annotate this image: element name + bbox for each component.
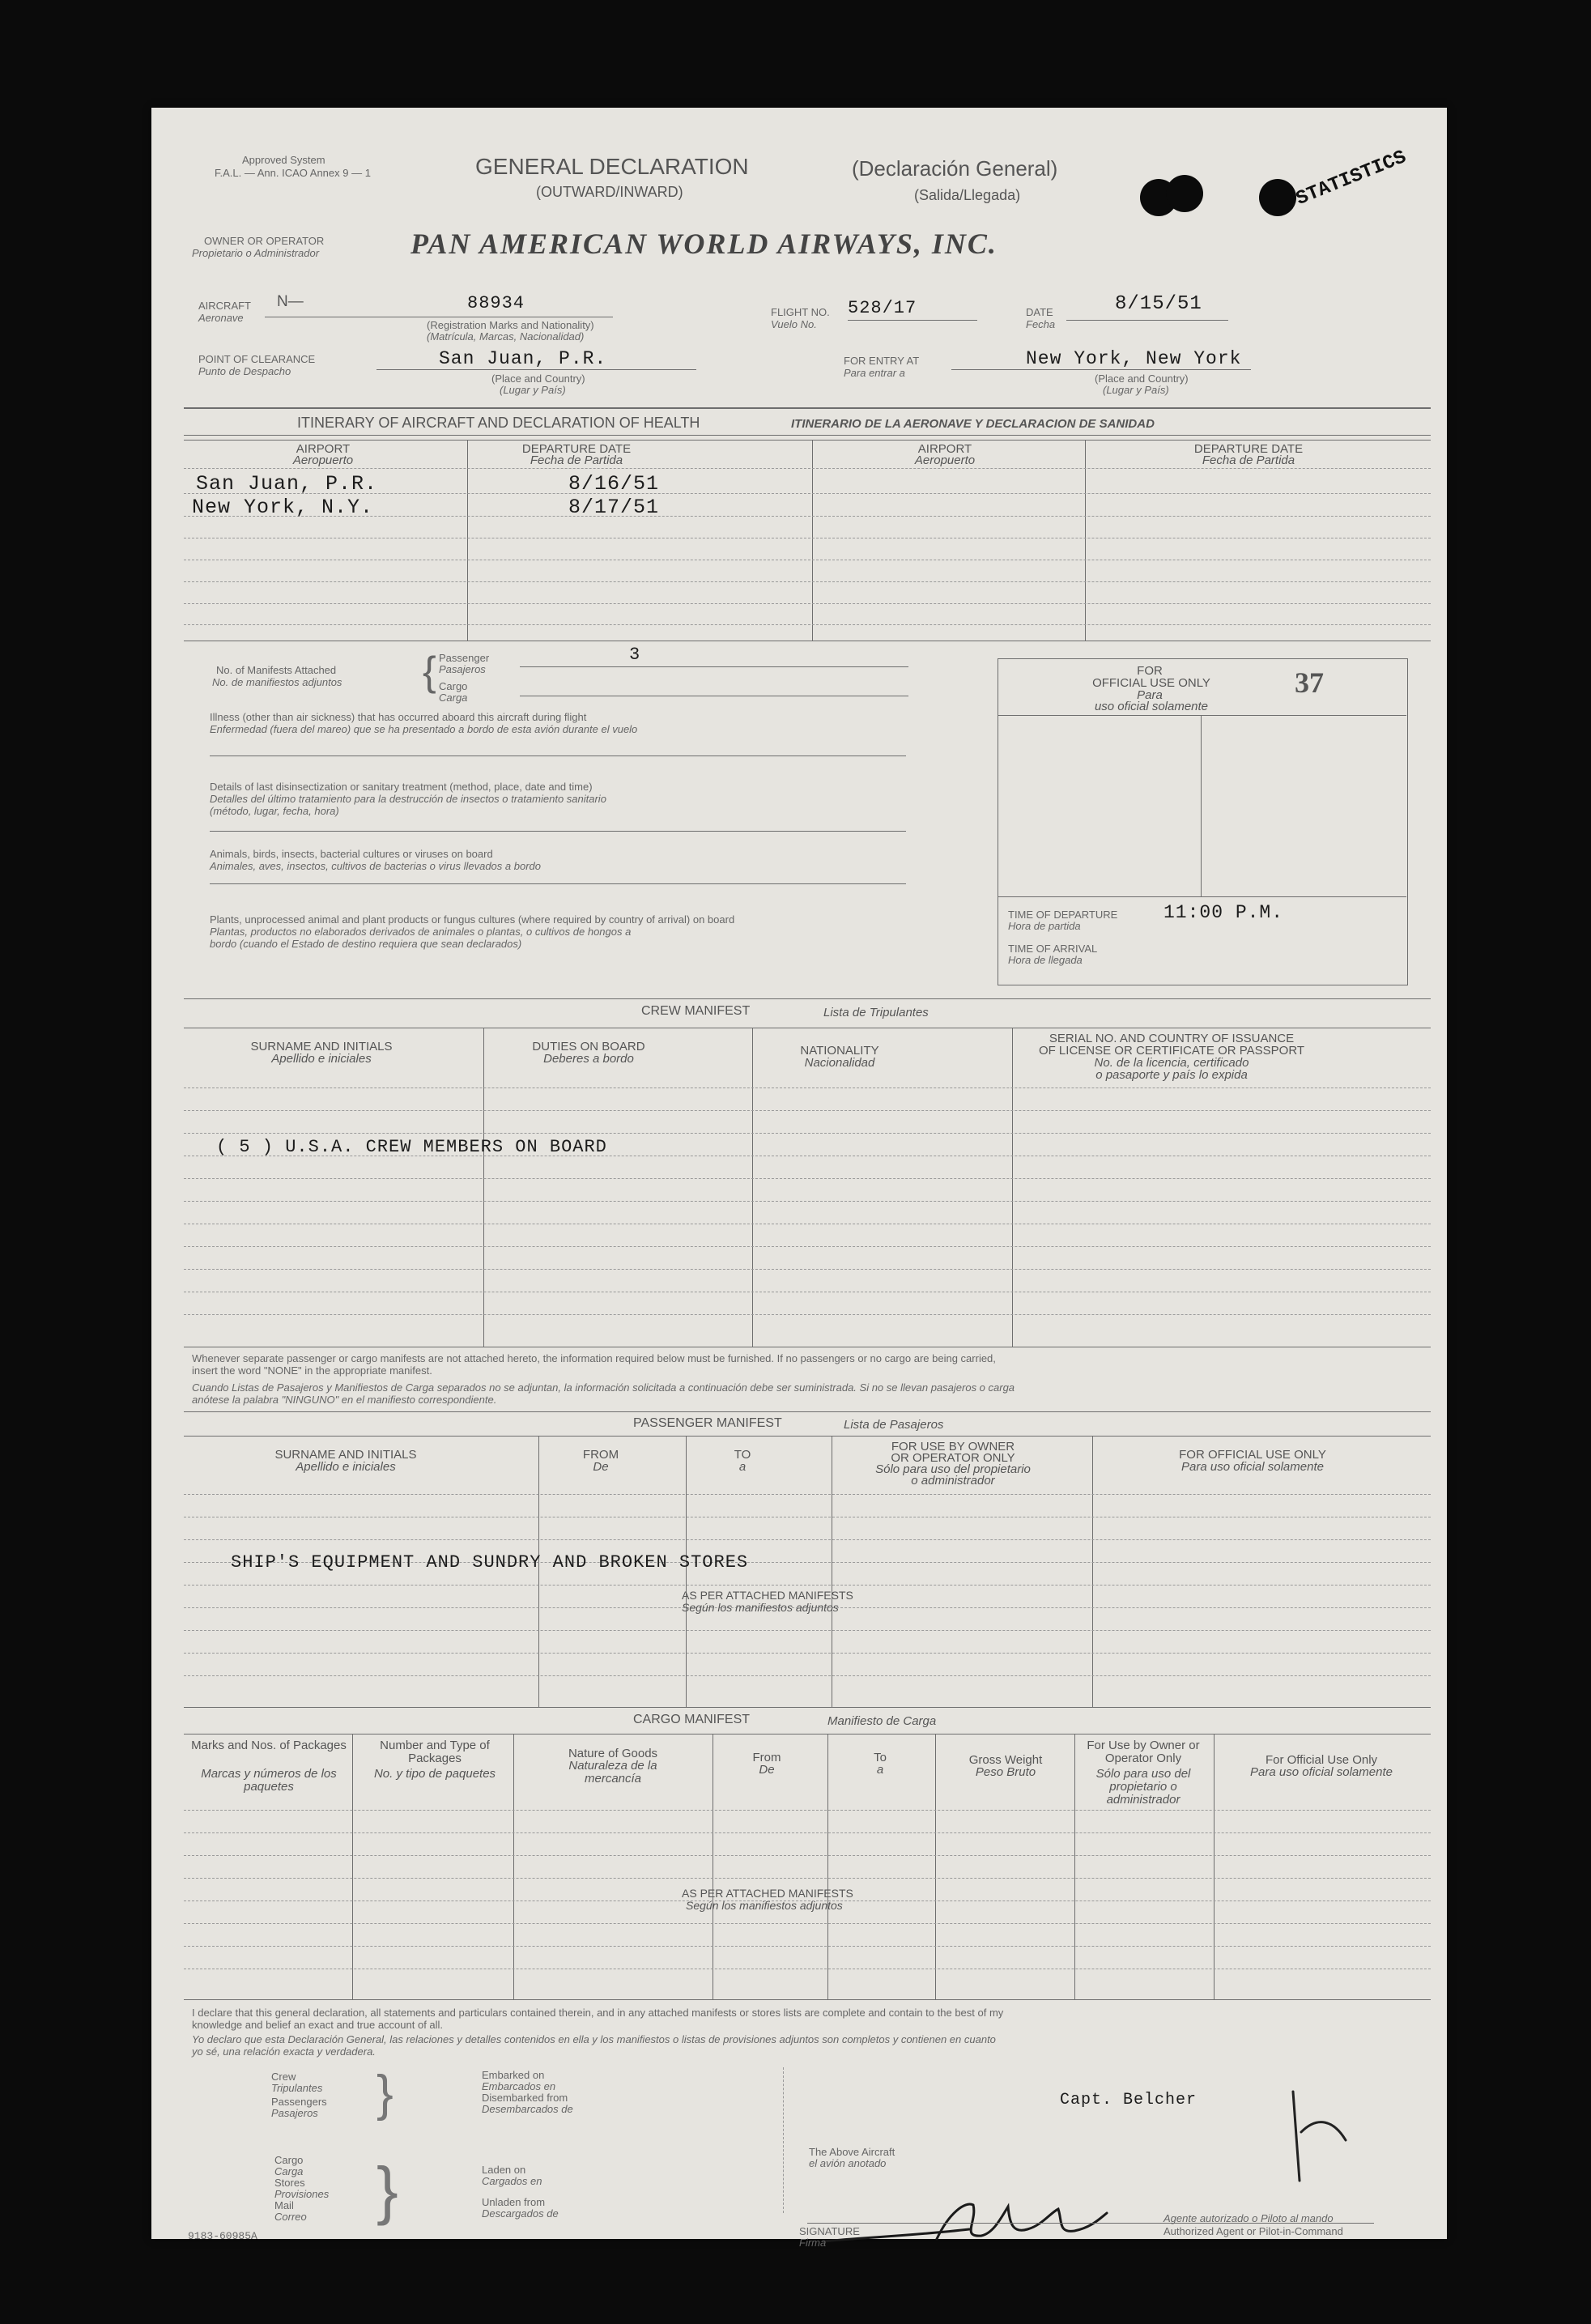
entry-value: New York, New York bbox=[1026, 348, 1242, 369]
decl-cargo-es: Carga bbox=[274, 2165, 304, 2177]
cargo-attached-es: Según los manifiestos adjuntos bbox=[686, 1899, 843, 1912]
date-label-es: Fecha bbox=[1026, 318, 1056, 330]
clearance-sub: (Place and Country) bbox=[491, 372, 585, 385]
signature-label: SIGNATURE bbox=[799, 2225, 860, 2237]
pax-col-surname: SURNAME AND INITIALS bbox=[274, 1448, 417, 1462]
pax-attached-es: Según los manifiestos adjuntos bbox=[682, 1601, 839, 1614]
note-line-2: insert the word "NONE" in the appropriate manifest. bbox=[192, 1364, 432, 1377]
owner-value: PAN AMERICAN WORLD AIRWAYS, INC. bbox=[411, 228, 998, 260]
departure-time-label-es: Hora de partida bbox=[1008, 920, 1081, 932]
pax-col-official-es: Para uso oficial solamente bbox=[1181, 1460, 1324, 1474]
crew-col-serial-es2: o pasaporte y país lo expida bbox=[1095, 1068, 1248, 1082]
itinerary-title: ITINERARY OF AIRCRAFT AND DECLARATION OF HEALTH bbox=[297, 415, 700, 431]
declaration-form bbox=[151, 108, 1447, 2249]
clearance-sub-es: (Lugar y País) bbox=[500, 384, 566, 396]
decl-stores-es: Provisiones bbox=[274, 2188, 330, 2200]
form-title-es: (Declaración General) bbox=[852, 156, 1058, 181]
agent-label: Authorized Agent or Pilot-in-Command bbox=[1163, 2225, 1343, 2237]
pax-col-surname-es: Apellido e iniciales bbox=[296, 1460, 396, 1474]
passenger-manifest-count: 3 bbox=[629, 645, 641, 665]
cargo-col-weight-es: Peso Bruto bbox=[975, 1765, 1036, 1779]
entry-label-es: Para entrar a bbox=[844, 367, 905, 379]
crew-col-surname: SURNAME AND INITIALS bbox=[250, 1040, 393, 1053]
pax-col-to: TO bbox=[734, 1448, 751, 1462]
cargo-col-number-es: No. y tipo de paquetes bbox=[373, 1767, 496, 1781]
cargo-col-official: For Official Use Only bbox=[1265, 1753, 1378, 1767]
crew-col-serial-es: No. de la licencia, certificado bbox=[1094, 1056, 1249, 1070]
pax-col-official: FOR OFFICIAL USE ONLY bbox=[1179, 1448, 1326, 1462]
owner-label-es: Propietario o Administrador bbox=[192, 247, 320, 259]
crew-col-duties-es: Deberes a bordo bbox=[543, 1052, 634, 1066]
flight-label-es: Vuelo No. bbox=[771, 318, 817, 330]
aircraft-label: AIRCRAFT bbox=[198, 300, 251, 312]
disinsect-label-es2: (método, lugar, fecha, hora) bbox=[210, 805, 339, 817]
crew-col-duties: DUTIES ON BOARD bbox=[532, 1040, 645, 1053]
illness-label-es: Enfermedad (fuera del mareo) que se ha presentado a bordo de esta avión durante el vuelo bbox=[210, 723, 638, 735]
decl-line-1: I declare that this general declaration, all statements and particulars contained therein, and in any attached manifests or stores lists are complete and contain to the best of my bbox=[192, 2007, 1004, 2019]
itin-col-airport-2: AIRPORT bbox=[917, 442, 972, 456]
pax-col-from: FROM bbox=[582, 1448, 619, 1462]
punch-hole-3 bbox=[1259, 179, 1296, 216]
itin-col-airport-es: Aeropuerto bbox=[292, 453, 354, 467]
fal-reference: F.A.L. — Ann. ICAO Annex 9 — 1 bbox=[215, 167, 371, 179]
decl-mail: Mail bbox=[274, 2199, 294, 2211]
pax-entry: SHIP'S EQUIPMENT AND SUNDRY AND BROKEN STORES bbox=[231, 1552, 749, 1573]
itin-row-1-airport: San Juan, P.R. bbox=[196, 472, 378, 496]
aircraft-label-es: Aeronave bbox=[198, 312, 244, 324]
cargo-label: Cargo bbox=[439, 680, 468, 692]
decl-disembarked-es: Desembarcados de bbox=[482, 2103, 573, 2115]
decl-embarked: Embarked on bbox=[482, 2069, 545, 2081]
itin-col-departure: DEPARTURE DATE bbox=[521, 442, 632, 456]
captain-name: Capt. Belcher bbox=[1060, 2091, 1198, 2109]
decl-mail-es: Correo bbox=[274, 2211, 307, 2223]
decl-laden: Laden on bbox=[482, 2164, 526, 2176]
decl-cargo: Cargo bbox=[274, 2154, 304, 2166]
itin-row-2-date: 8/17/51 bbox=[568, 496, 660, 519]
cargo-title-es: Manifiesto de Carga bbox=[827, 1714, 937, 1728]
pax-col-owner-es: Sólo para uso del propietario bbox=[875, 1462, 1031, 1476]
passenger-label: Passenger bbox=[439, 652, 490, 664]
cargo-col-nature: Nature of Goods bbox=[568, 1747, 658, 1760]
crew-col-serial: SERIAL NO. AND COUNTRY OF ISSUANCE bbox=[1049, 1032, 1295, 1045]
form-title: GENERAL DECLARATION bbox=[475, 154, 749, 179]
decl-stores: Stores bbox=[274, 2177, 305, 2189]
animals-label-es: Animales, aves, insectos, cultivos de bacterias o virus llevados a bordo bbox=[210, 860, 541, 872]
form-subtitle-es: (Salida/Llegada) bbox=[914, 187, 1021, 203]
clearance-label-es: Punto de Despacho bbox=[198, 365, 291, 377]
arrival-time-label-es: Hora de llegada bbox=[1008, 954, 1083, 966]
illness-label: Illness (other than air sickness) that has occurred aboard this aircraft during flight bbox=[210, 711, 587, 723]
cargo-col-owner: For Use by Owner or Operator Only bbox=[1087, 1739, 1200, 1765]
decl-brace-2: } bbox=[376, 2154, 398, 2226]
plants-label-es: Plantas, productos no elaborados derivados de animales o plantas, o cultivos de hongos a bbox=[210, 926, 632, 938]
decl-brace-1: } bbox=[376, 2066, 393, 2122]
disinsect-label: Details of last disinsectization or sanitary treatment (method, place, date and time) bbox=[210, 781, 593, 793]
date-label: DATE bbox=[1026, 306, 1053, 318]
decl-disembarked: Disembarked from bbox=[482, 2092, 568, 2104]
decl-pax-es: Pasajeros bbox=[271, 2107, 318, 2119]
itin-col-departure-es: Fecha de Partida bbox=[530, 453, 623, 467]
decl-unladen-es: Descargados de bbox=[482, 2207, 559, 2220]
itin-col-airport-2-es: Aeropuerto bbox=[914, 453, 976, 467]
manifests-label: No. of Manifests Attached bbox=[216, 664, 337, 676]
crew-entry: ( 5 ) U.S.A. CREW MEMBERS ON BOARD bbox=[216, 1137, 607, 1157]
crew-title: CREW MANIFEST bbox=[641, 1004, 751, 1018]
cargo-col-marks: Marks and Nos. of Packages bbox=[191, 1739, 347, 1752]
itin-col-airport: AIRPORT bbox=[296, 442, 351, 456]
aircraft-registration: 88934 bbox=[467, 293, 525, 313]
form-number: 9183-60985A bbox=[188, 2230, 257, 2242]
aircraft-prefix: N— bbox=[277, 293, 304, 310]
decl-laden-es: Cargados en bbox=[482, 2175, 542, 2187]
decl-embarked-es: Embarcados en bbox=[482, 2080, 556, 2092]
note-line-3: Cuando Listas de Pasajeros y Manifiestos de Carga separados no se adjuntan, la información solicitada a continuación debe ser suministrada. Si no se llevan pasajeros o carga bbox=[192, 1381, 1015, 1394]
cargo-col-weight: Gross Weight bbox=[968, 1753, 1043, 1767]
itin-row-1-date: 8/16/51 bbox=[568, 472, 660, 496]
decl-above-aircraft-es: el avión anotado bbox=[809, 2157, 887, 2169]
note-line-4: anótese la palabra "NINGUNO" en el manifiesto correspondiente. bbox=[192, 1394, 497, 1406]
plants-label: Plants, unprocessed animal and plant products or fungus cultures (where required by country of arrival) on board bbox=[210, 913, 735, 926]
entry-sub-es: (Lugar y País) bbox=[1103, 384, 1169, 396]
flight-number: 528/17 bbox=[848, 298, 917, 318]
punch-hole-2 bbox=[1166, 175, 1203, 212]
crew-col-nationality: NATIONALITY bbox=[800, 1044, 879, 1058]
pax-col-owner-es2: o administrador bbox=[911, 1474, 995, 1488]
cargo-col-official-es: Para uso oficial solamente bbox=[1250, 1765, 1393, 1779]
signature-label-es: Firma bbox=[799, 2237, 827, 2249]
pax-col-owner-b: OR OPERATOR ONLY bbox=[891, 1451, 1015, 1465]
pax-col-to-es: a bbox=[738, 1460, 747, 1474]
aircraft-sub-es: (Matrícula, Marcas, Nacionalidad) bbox=[427, 330, 585, 343]
decl-crew-es: Tripulantes bbox=[271, 2082, 323, 2094]
official-label-es: Para bbox=[1137, 688, 1163, 702]
entry-sub: (Place and Country) bbox=[1095, 372, 1189, 385]
form-subtitle: (OUTWARD/INWARD) bbox=[536, 184, 683, 200]
passenger-title: PASSENGER MANIFEST bbox=[633, 1416, 782, 1430]
pax-col-owner: FOR USE BY OWNER bbox=[891, 1440, 1015, 1454]
passenger-label-es: Pasajeros bbox=[439, 663, 486, 675]
disinsect-label-es: Detalles del último tratamiento para la destrucción de insectos o tratamiento sanitario bbox=[210, 793, 606, 805]
date-value: 8/15/51 bbox=[1115, 293, 1202, 315]
agent-label-es: Agente autorizado o Piloto al mando bbox=[1163, 2212, 1334, 2224]
itin-col-departure-2-es: Fecha de Partida bbox=[1202, 453, 1295, 467]
cargo-attached: AS PER ATTACHED MANIFESTS bbox=[682, 1887, 853, 1900]
manifests-label-es: No. de manifiestos adjuntos bbox=[212, 676, 342, 688]
cargo-col-to-es: a bbox=[876, 1763, 884, 1777]
statistics-stamp: STATISTICS bbox=[1293, 147, 1410, 211]
departure-time-label: TIME OF DEPARTURE bbox=[1008, 909, 1118, 921]
flight-label: FLIGHT NO. bbox=[771, 306, 830, 318]
note-line-1: Whenever separate passenger or cargo manifests are not attached hereto, the information required below must be furnished. If no passengers or no cargo are being carried, bbox=[192, 1352, 996, 1364]
entry-label: FOR ENTRY AT bbox=[844, 355, 920, 367]
itin-col-departure-2: DEPARTURE DATE bbox=[1193, 442, 1304, 456]
decl-line-2: knowledge and belief an exact and true account of all. bbox=[192, 2019, 444, 2031]
official-number: 37 bbox=[1295, 666, 1324, 699]
cargo-col-to: To bbox=[874, 1751, 887, 1764]
owner-label: OWNER OR OPERATOR bbox=[204, 235, 325, 247]
pax-attached: AS PER ATTACHED MANIFESTS bbox=[682, 1589, 853, 1602]
itin-row-2-airport: New York, N.Y. bbox=[192, 496, 374, 519]
decl-crew: Crew bbox=[271, 2071, 296, 2083]
arrival-time-label: TIME OF ARRIVAL bbox=[1008, 943, 1098, 955]
crew-col-surname-es: Apellido e iniciales bbox=[271, 1052, 372, 1066]
decl-line-4: yo sé, una relación exacta y verdadera. bbox=[192, 2045, 376, 2058]
cargo-label-es: Carga bbox=[439, 692, 468, 704]
cargo-col-from-es: De bbox=[759, 1763, 775, 1777]
manifests-brace: { bbox=[423, 649, 436, 694]
captain-signature bbox=[815, 2189, 1155, 2254]
decl-line-3: Yo declaro que esta Declaración General, las relaciones y detalles contenidos en ella y los manifiestos o listas de provisiones adjuntos son completos y contienen en cuanto bbox=[192, 2033, 996, 2045]
decl-above-aircraft: The Above Aircraft bbox=[809, 2146, 895, 2158]
approved-system: Approved System bbox=[242, 154, 325, 166]
crew-col-serial-b: OF LICENSE OR CERTIFICATE OR PASSPORT bbox=[1038, 1044, 1305, 1058]
cargo-col-nature-es: Naturaleza de la mercancía bbox=[568, 1759, 657, 1786]
decl-unladen: Unladen from bbox=[482, 2196, 546, 2208]
clearance-label: POINT OF CLEARANCE bbox=[198, 353, 316, 365]
departure-time-value: 11:00 P.M. bbox=[1163, 902, 1284, 923]
cargo-col-owner-es: Sólo para uso del propietario o administrador bbox=[1095, 1767, 1191, 1807]
official-for: FOR bbox=[1137, 664, 1163, 678]
cargo-col-from: From bbox=[752, 1751, 781, 1764]
crew-col-nationality-es: Nacionalidad bbox=[804, 1056, 875, 1070]
handwritten-mark bbox=[1269, 2084, 1366, 2189]
plants-label-es2: bordo (cuando el Estado de destino requiera que sean declarados) bbox=[210, 938, 522, 950]
animals-label: Animals, birds, insects, bacterial cultures or viruses on board bbox=[210, 848, 493, 860]
crew-title-es: Lista de Tripulantes bbox=[823, 1006, 929, 1019]
decl-pax: Passengers bbox=[271, 2096, 327, 2108]
aircraft-sub: (Registration Marks and Nationality) bbox=[427, 319, 594, 331]
pax-col-from-es: De bbox=[593, 1460, 609, 1474]
itinerary-title-es: ITINERARIO DE LA AERONAVE Y DECLARACION DE SANIDAD bbox=[791, 417, 1155, 431]
cargo-col-marks-es: Marcas y números de los paquetes bbox=[201, 1767, 337, 1794]
cargo-col-number: Number and Type of Packages bbox=[380, 1739, 490, 1765]
passenger-title-es: Lista de Pasajeros bbox=[844, 1418, 944, 1432]
cargo-title: CARGO MANIFEST bbox=[633, 1713, 751, 1726]
official-label-es2: uso oficial solamente bbox=[1094, 700, 1209, 713]
clearance-value: San Juan, P.R. bbox=[439, 348, 607, 369]
official-label: OFFICIAL USE ONLY bbox=[1092, 676, 1210, 690]
